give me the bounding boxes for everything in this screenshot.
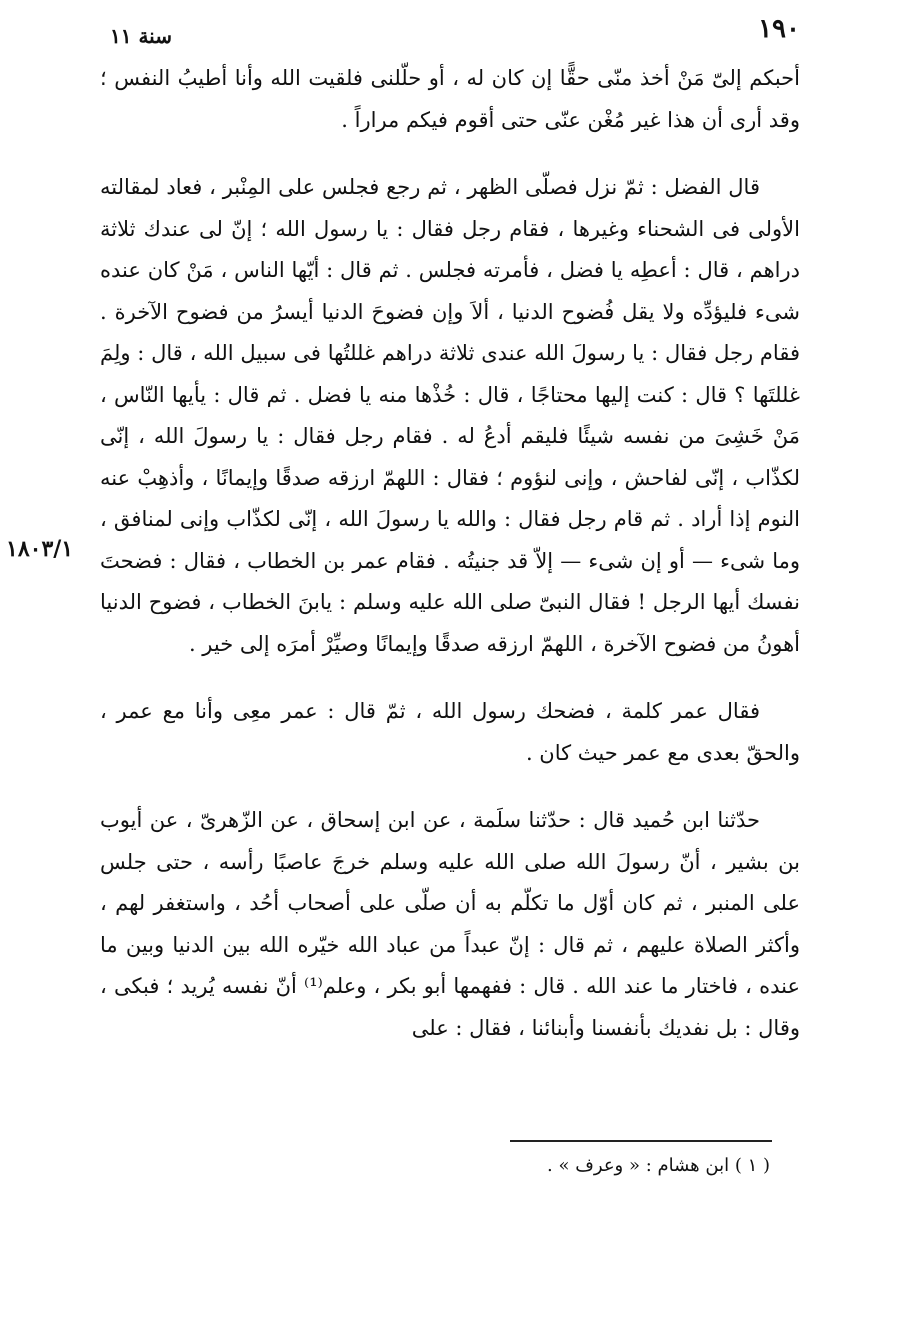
page-header: [110, 14, 800, 54]
body-text: [100, 58, 800, 1049]
footnote: ( ١ ) ابن هشام : « وعرف » .: [547, 1155, 770, 1176]
paragraph-1: أحبكم إلىّ مَنْ أخذ منّى حقًّا إن كان له ، أو حلّلنى فلقيت الله وأنا أطيبُ النفس ؛ وقد أرى أن هذا غير مُغْن عنّى حتى أقوم فيكم مراراً .: [100, 66, 800, 132]
footnote-divider: [510, 1140, 772, 1142]
paragraph-2: قال الفضل : ثمّ نزل فصلّى الظهر ، ثم رجع فجلس على المِنْبر ، فعاد لمقالته الأولى فى الشحناء وغيرها ، فقام رجل فقال : يا رسول الله ؛ إنّ لى عندك ثلاثة دراهم ، قال : أعطِه يا فضل ، فأمرته فجلس . ثم قال : أيّها الناس ، مَنْ كان عنده شىء فليؤدِّه ولا يقل فُضوح الدنيا ، ألاَ وإن فضوحَ الدنيا أيسرُ من فضوح الآخرة . فقام رجل فقال : يا رسولَ الله عندى ثلاثة دراهم غللتُها فى سبيل الله ، قال : ولِمَ غللتَها ؟ قال : كنت إليها محتاجًا ، قال : خُذْها منه يا فضل . ثم قال : يأيها النّاس ، مَنْ خَشِىَ من نفسه شيئًا فليقم أدعُ له . فقام رجل فقال : يا رسولَ الله ، إنّى لكذّاب ، إنّى لفاحش ، وإنى لنؤوم ؛ فقال : اللهمّ ارزقه صدقًا وإيمانًا ، وأذهِبْ عنه النوم إذا أراد . ثم قام رجل فقال : والله يا رسولَ الله ، إنّى لكذّاب وإنى لمنافق ، وما شىء — أو إن شىء — إلاّ قد جنيتُه . فقام عمر بن الخطاب ، فقال : فضحتَ نفسك أيها الرجل ! فقال النبىّ صلى الله عليه وسلم : يابنَ الخطاب ، فضوح الدنيا أهونُ من فضوح الآخرة ، اللهمّ ارزقه صدقًا وإيمانًا وصيِّرْ أمرَه إلى خير .: [100, 175, 800, 656]
margin-reference: ١٨٠٣/١: [6, 536, 74, 562]
paragraph-3: فقال عمر كلمة ، فضحك رسول الله ، ثمّ قال : عمر معِى وأنا مع عمر ، والحقّ بعدى مع عمر حيث كان .: [100, 699, 800, 765]
paragraph-4: حدّثنا ابن حُميد قال : حدّثنا سلَمة ، عن ابن إسحاق ، عن الزّهرىّ ، عن أيوب بن بشير ، أنّ رسولَ الله صلى الله عليه وسلم خرجَ عاصبًا رأسه ، حتى جلس على المنبر ، ثم كان أوّل ما تكلّم به أن صلّى على أصحاب أحُد ، واستغفر لهم ، وأكثر الصلاة عليهم ، ثم قال : إنّ عبداً من عباد الله خيّره الله بين الدنيا وبين ما عنده ، فاختار ما عند الله . قال : ففهمها أبو بكر ، وعلم⁽¹⁾ أنّ نفسه يُريد ؛ فبكى ، وقال : بل نفديك بأنفسنا وأبنائنا ، فقال : على: [100, 808, 800, 1040]
page-number: ١٩٠: [758, 14, 800, 44]
running-head: سنة ١١: [110, 24, 172, 48]
